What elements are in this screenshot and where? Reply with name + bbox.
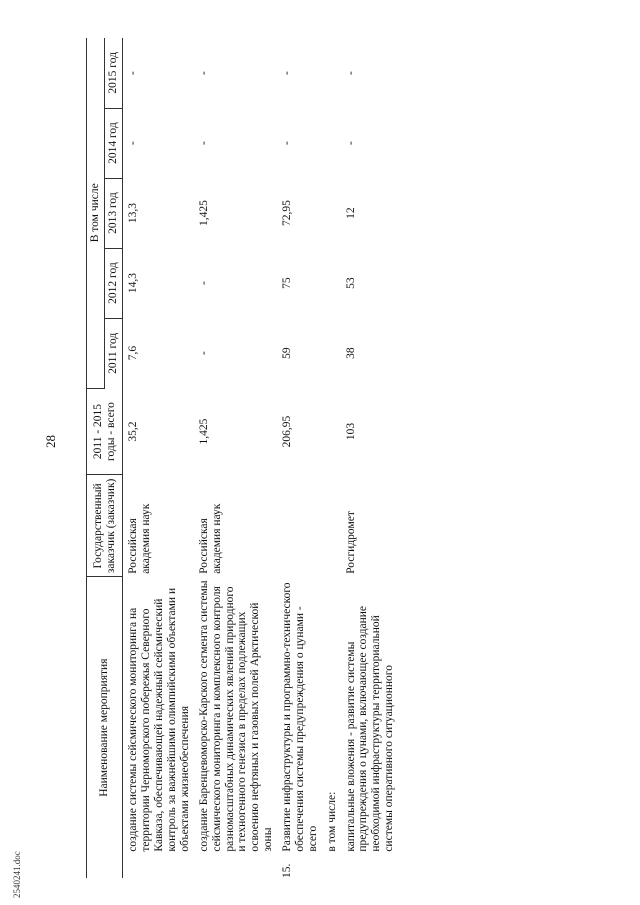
row-2015: - (344, 71, 357, 75)
table-row (322, 38, 341, 878)
row-customer: Российская академия наук (127, 503, 153, 574)
header-year-2014: 2014 год (105, 108, 123, 178)
row-2013: 13,3 (127, 203, 140, 224)
row-2014: - (281, 141, 294, 146)
header-total: 2011 - 2015 годы - всего (87, 388, 123, 475)
row-2013: 72,95 (281, 200, 294, 227)
row-2014: - (197, 141, 210, 146)
header-year-2011: 2011 год (105, 318, 123, 388)
header-including: В том числе (87, 38, 105, 388)
table-row (194, 38, 277, 878)
row-2011: 59 (281, 347, 294, 359)
header-year-2012: 2012 год (105, 248, 123, 318)
row-customer (277, 475, 322, 577)
row-2011: 7,6 (127, 345, 140, 361)
row-2013: 12 (344, 207, 357, 219)
row-total (322, 388, 341, 475)
header-name: Наименование мероприятия (87, 577, 123, 878)
header-year-2015: 2015 год (105, 38, 123, 108)
row-number (194, 855, 277, 878)
row-number (322, 855, 341, 878)
row-number: 15. (281, 863, 294, 878)
row-customer: Российская академия наук (197, 503, 223, 574)
row-2012: - (197, 281, 210, 285)
row-name: создание системы сейсмического мониторинга на территории Черноморского побережья Северного Кавказа, обеспечивающей надежный сейсмический контроль за важнейшими олимпийскими объектами и объектами жизнеобеспечения (127, 587, 191, 852)
row-name: создание Баренцевоморско-Карского сегмента системы сейсмического мониторинга и комплексного контроля разномасштабных динамических явлений природного и техногенного генезиса в пределах подлежащих освоению нефтяных и газовых полей Арктической зоны (197, 580, 275, 852)
footer-filename: 2540241.doc (12, 851, 22, 898)
row-name: капитальные вложения - развитие системы предупреждения о цунами, включающее создание необходимой инфраструктуры территориальной системы оперативного ситуационного (344, 605, 396, 852)
row-total: 1,425 (197, 418, 210, 445)
row-2012 (322, 248, 341, 318)
row-2015 (322, 38, 341, 108)
row-total: 35,2 (127, 421, 140, 442)
row-2011 (322, 318, 341, 388)
row-2012: 53 (344, 277, 357, 289)
row-number (341, 855, 399, 878)
row-customer: Росгидромет (344, 511, 357, 574)
table-row (341, 38, 399, 878)
table-row (277, 38, 322, 878)
row-2015: - (127, 71, 140, 75)
row-2014: - (127, 141, 140, 146)
budget-table (86, 38, 398, 878)
row-2013 (322, 178, 341, 248)
row-2011: - (197, 351, 210, 355)
row-name: в том числе: (325, 791, 338, 852)
row-customer (322, 475, 341, 577)
row-2012: 75 (281, 277, 294, 289)
row-total: 206,95 (281, 415, 294, 448)
header-year-2013: 2013 год (105, 178, 123, 248)
rotated-table-container (86, 38, 626, 878)
row-2013: 1,425 (197, 200, 210, 227)
row-2015: - (281, 71, 294, 75)
row-name: Развитие инфраструктуры и программно-технического обеспечения системы предупреждения о цунами - всего (281, 582, 319, 852)
header-customer: Государственный заказчик (заказчик) (87, 475, 123, 577)
page-number: 28 (43, 435, 58, 448)
row-total: 103 (344, 422, 357, 441)
row-2012: 14,3 (127, 273, 140, 294)
table-row (123, 38, 194, 878)
row-2014: - (344, 141, 357, 146)
row-number (123, 855, 194, 878)
row-2015: - (197, 71, 210, 75)
row-2011: 38 (344, 347, 357, 359)
row-2014 (322, 108, 341, 178)
